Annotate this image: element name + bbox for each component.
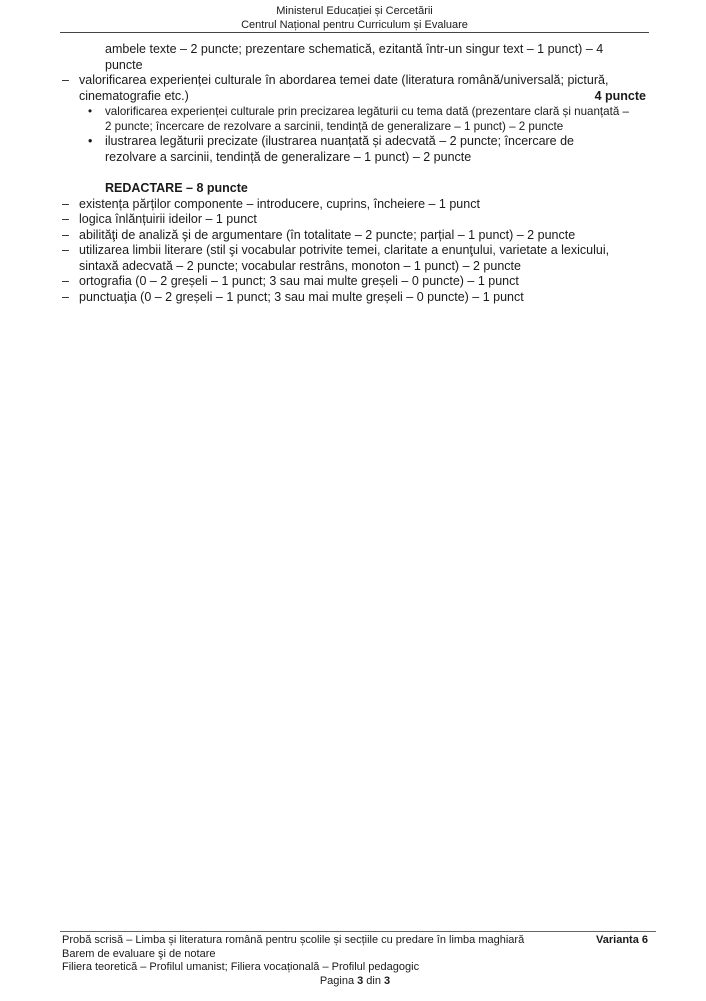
- criterion-score: 4 puncte: [594, 88, 646, 103]
- page-prefix: Pagina: [319, 974, 358, 987]
- redactare-item: [62, 243, 646, 274]
- bullet-marker: •: [88, 105, 93, 118]
- redactare-item: [62, 212, 646, 228]
- sub-criterion-text: ilustrarea legăturii precizate (ilustrarea nuanțată și adecvată – 2 puncte; încercare de: [105, 134, 575, 148]
- criterion-text: valorificarea experienței culturale în abordarea temei date (literatura română/universală; pictură,: [79, 73, 609, 87]
- redactare-item: [62, 197, 646, 213]
- footer-profile: Filiera teoretică – Profilul umanist; Filiera vocațională – Profilul pedagogic: [62, 961, 420, 973]
- sub-criterion: [62, 134, 646, 165]
- dash-marker: –: [62, 227, 69, 242]
- redactare-item: [62, 290, 646, 306]
- criterion-text: cinematografie etc.): [79, 88, 189, 103]
- redactare-text: ortografia (0 – 2 greșeli – 1 punct; 3 sau mai multe greșeli – 0 puncte) – 1 punct: [79, 274, 519, 288]
- dash-marker: –: [62, 212, 69, 226]
- page-total: 3: [384, 974, 391, 987]
- dash-marker: –: [62, 274, 69, 288]
- bullet-marker: •: [88, 134, 93, 148]
- redactare-text: utilizarea limbii literare (stil şi vocabular potrivite temei, claritate a enunţului, varietate a lexicului,: [79, 243, 610, 257]
- continuation-line: ambele texte – 2 puncte; prezentare schematică, ezitantă într-un singur text – 1 punct) – 4: [105, 42, 604, 56]
- footer-scoring-title: Barem de evaluare şi de notare: [62, 947, 216, 960]
- continuation-line: puncte: [105, 57, 143, 72]
- document-body: [62, 42, 646, 305]
- footer-row: [62, 934, 648, 948]
- page-mid: din: [363, 974, 385, 987]
- sub-criterion-text: valorificarea experienței culturale prin precizarea legăturii cu tema dată (prezentare clară și nuanțată –: [105, 105, 629, 118]
- redactare-text: logica înlănțuirii ideilor – 1 punct: [79, 212, 257, 226]
- criterion-score-line: [79, 89, 646, 105]
- page-current: 3: [357, 974, 364, 987]
- header-center: Centrul Național pentru Curriculum și Evaluare: [241, 19, 468, 31]
- criterion-item: [62, 73, 646, 104]
- dash-marker: –: [62, 289, 69, 304]
- dash-marker: –: [62, 243, 69, 257]
- section-title: REDACTARE – 8 puncte: [105, 181, 248, 195]
- page-number: [62, 975, 648, 989]
- sub-criterion-text: 2 puncte; încercare de rezolvare a sarcinii, tendință de generalizare – 1 punct) – 2 puncte: [105, 120, 564, 133]
- footer-divider: [60, 931, 656, 932]
- footer-exam-title: Probă scrisă – Limba și literatura română pentru școlile și secțiile cu predare în limba maghiară: [62, 934, 525, 946]
- redactare-item: [62, 228, 646, 244]
- dash-marker: –: [62, 73, 69, 87]
- redactare-text: sintaxă adecvată – 2 puncte; vocabular restrâns, monoton – 1 punct) – 2 puncte: [79, 258, 521, 273]
- redactare-text: punctuaţia (0 – 2 greșeli – 1 punct; 3 sau mai multe greșeli – 0 puncte) – 1 punct: [79, 289, 524, 304]
- footer-variant: Varianta 6: [596, 934, 648, 946]
- header-divider: [60, 32, 649, 33]
- header-ministry: Ministerul Educației și Cercetării: [276, 5, 433, 17]
- sub-criterion: [62, 104, 646, 134]
- document-footer: [62, 934, 648, 988]
- redactare-item: [62, 274, 646, 290]
- redactare-text: existența părților componente – introducere, cuprins, încheiere – 1 punct: [79, 196, 480, 211]
- dash-marker: –: [62, 196, 69, 211]
- sub-criterion-text: rezolvare a sarcinii, tendință de generalizare – 1 punct) – 2 puncte: [105, 149, 472, 164]
- document-header: [60, 4, 649, 32]
- redactare-text: abilităţi de analiză şi de argumentare (în totalitate – 2 puncte; parțial – 1 punct) – 2 puncte: [79, 227, 576, 242]
